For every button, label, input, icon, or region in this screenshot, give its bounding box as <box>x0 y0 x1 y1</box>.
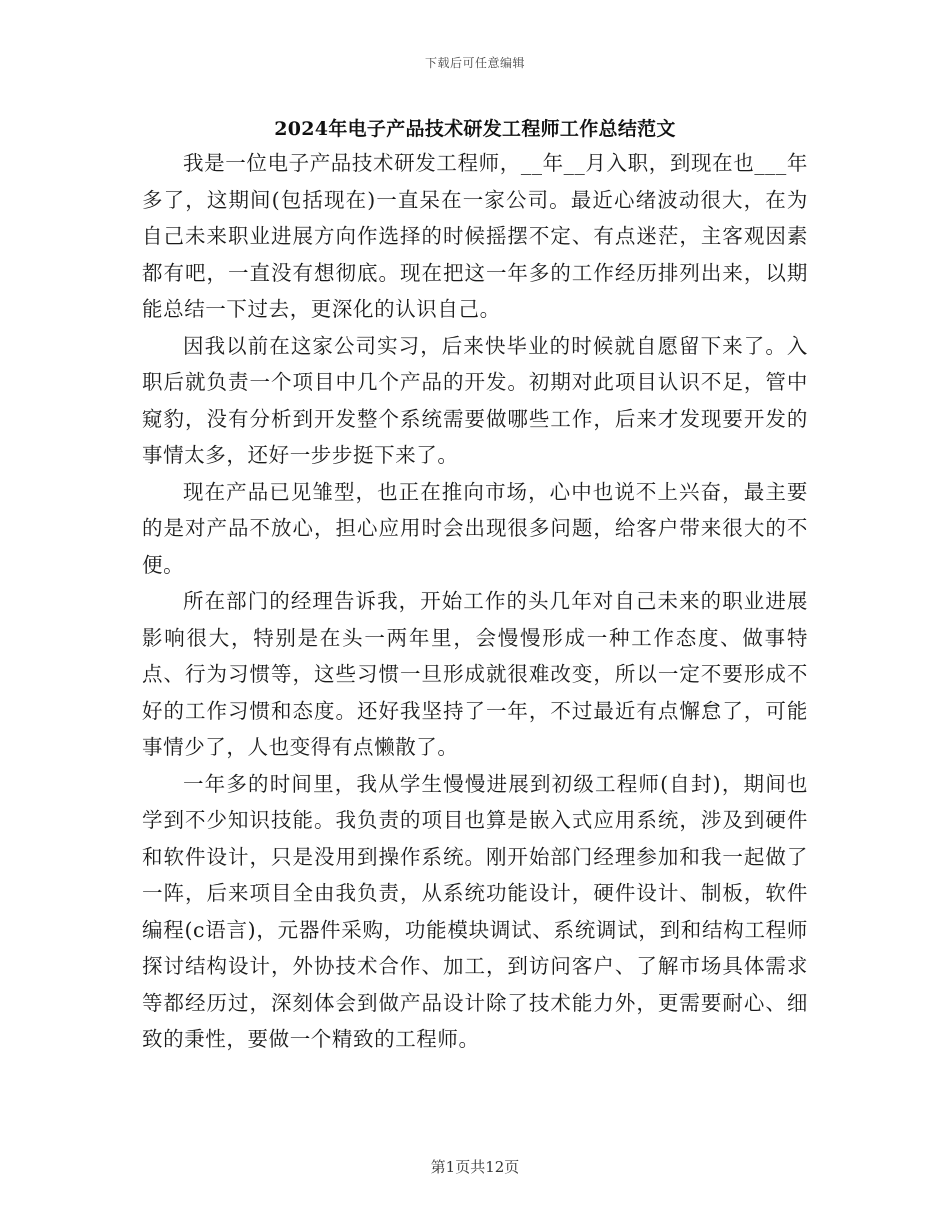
page-header-note: 下载后可任意编辑 <box>424 56 525 70</box>
paragraph: 现在产品已见雏型，也正在推向市场，心中也说不上兴奋，最主要的是对产品不放心，担心应用时会出现很多问题，给客户带来很大的不便。 <box>142 479 808 577</box>
paragraph: 我是一位电子产品技术研发工程师，__年__月入职，到现在也___年多了，这期间(包括现在)一直呆在一家公司。最近心绪波动很大，在为自己未来职业进展方向作选择的时候摇摆不定、有点迷茫，主客观因素都有吧，一直没有想彻底。现在把这一年多的工作经历排列出来，以期能总结一下过去，更深化的认识自己。 <box>142 151 808 321</box>
document-body <box>142 145 808 1058</box>
page-number: 第1页共12页 <box>430 1158 520 1176</box>
paragraph: 一年多的时间里，我从学生慢慢进展到初级工程师(自封)，期间也学到不少知识技能。我负责的项目也算是嵌入式应用系统，涉及到硬件和软件设计，只是没用到操作系统。刚开始部门经理参加和我一起做了一阵，后来项目全由我负责，从系统功能设计，硬件设计、制板，软件编程(c语言)，元器件采购，功能模块调试、系统调试，到和结构工程师探讨结构设计，外协技术合作、加工，到访问客户、了解市场具体需求等都经历过，深刻体会到做产品设计除了技术能力外，更需要耐心、细致的秉性，要做一个精致的工程师。 <box>142 771 808 1051</box>
paragraph: 因我以前在这家公司实习，后来快毕业的时候就自愿留下来了。入职后就负责一个项目中几个产品的开发。初期对此项目认识不足，管中窥豹，没有分析到开发整个系统需要做哪些工作，后来才发现要开发的事情太多，还好一步步挺下来了。 <box>142 333 808 467</box>
document-title: 2024年电子产品技术研发工程师工作总结范文 <box>274 118 676 140</box>
paragraph: 所在部门的经理告诉我，开始工作的头几年对自己未来的职业进展影响很大，特别是在头一两年里，会慢慢形成一种工作态度、做事特点、行为习惯等，这些习惯一旦形成就很难改变，所以一定不要形成不好的工作习惯和态度。还好我坚持了一年，不过最近有点懈怠了，可能事情少了，人也变得有点懒散了。 <box>142 589 808 759</box>
